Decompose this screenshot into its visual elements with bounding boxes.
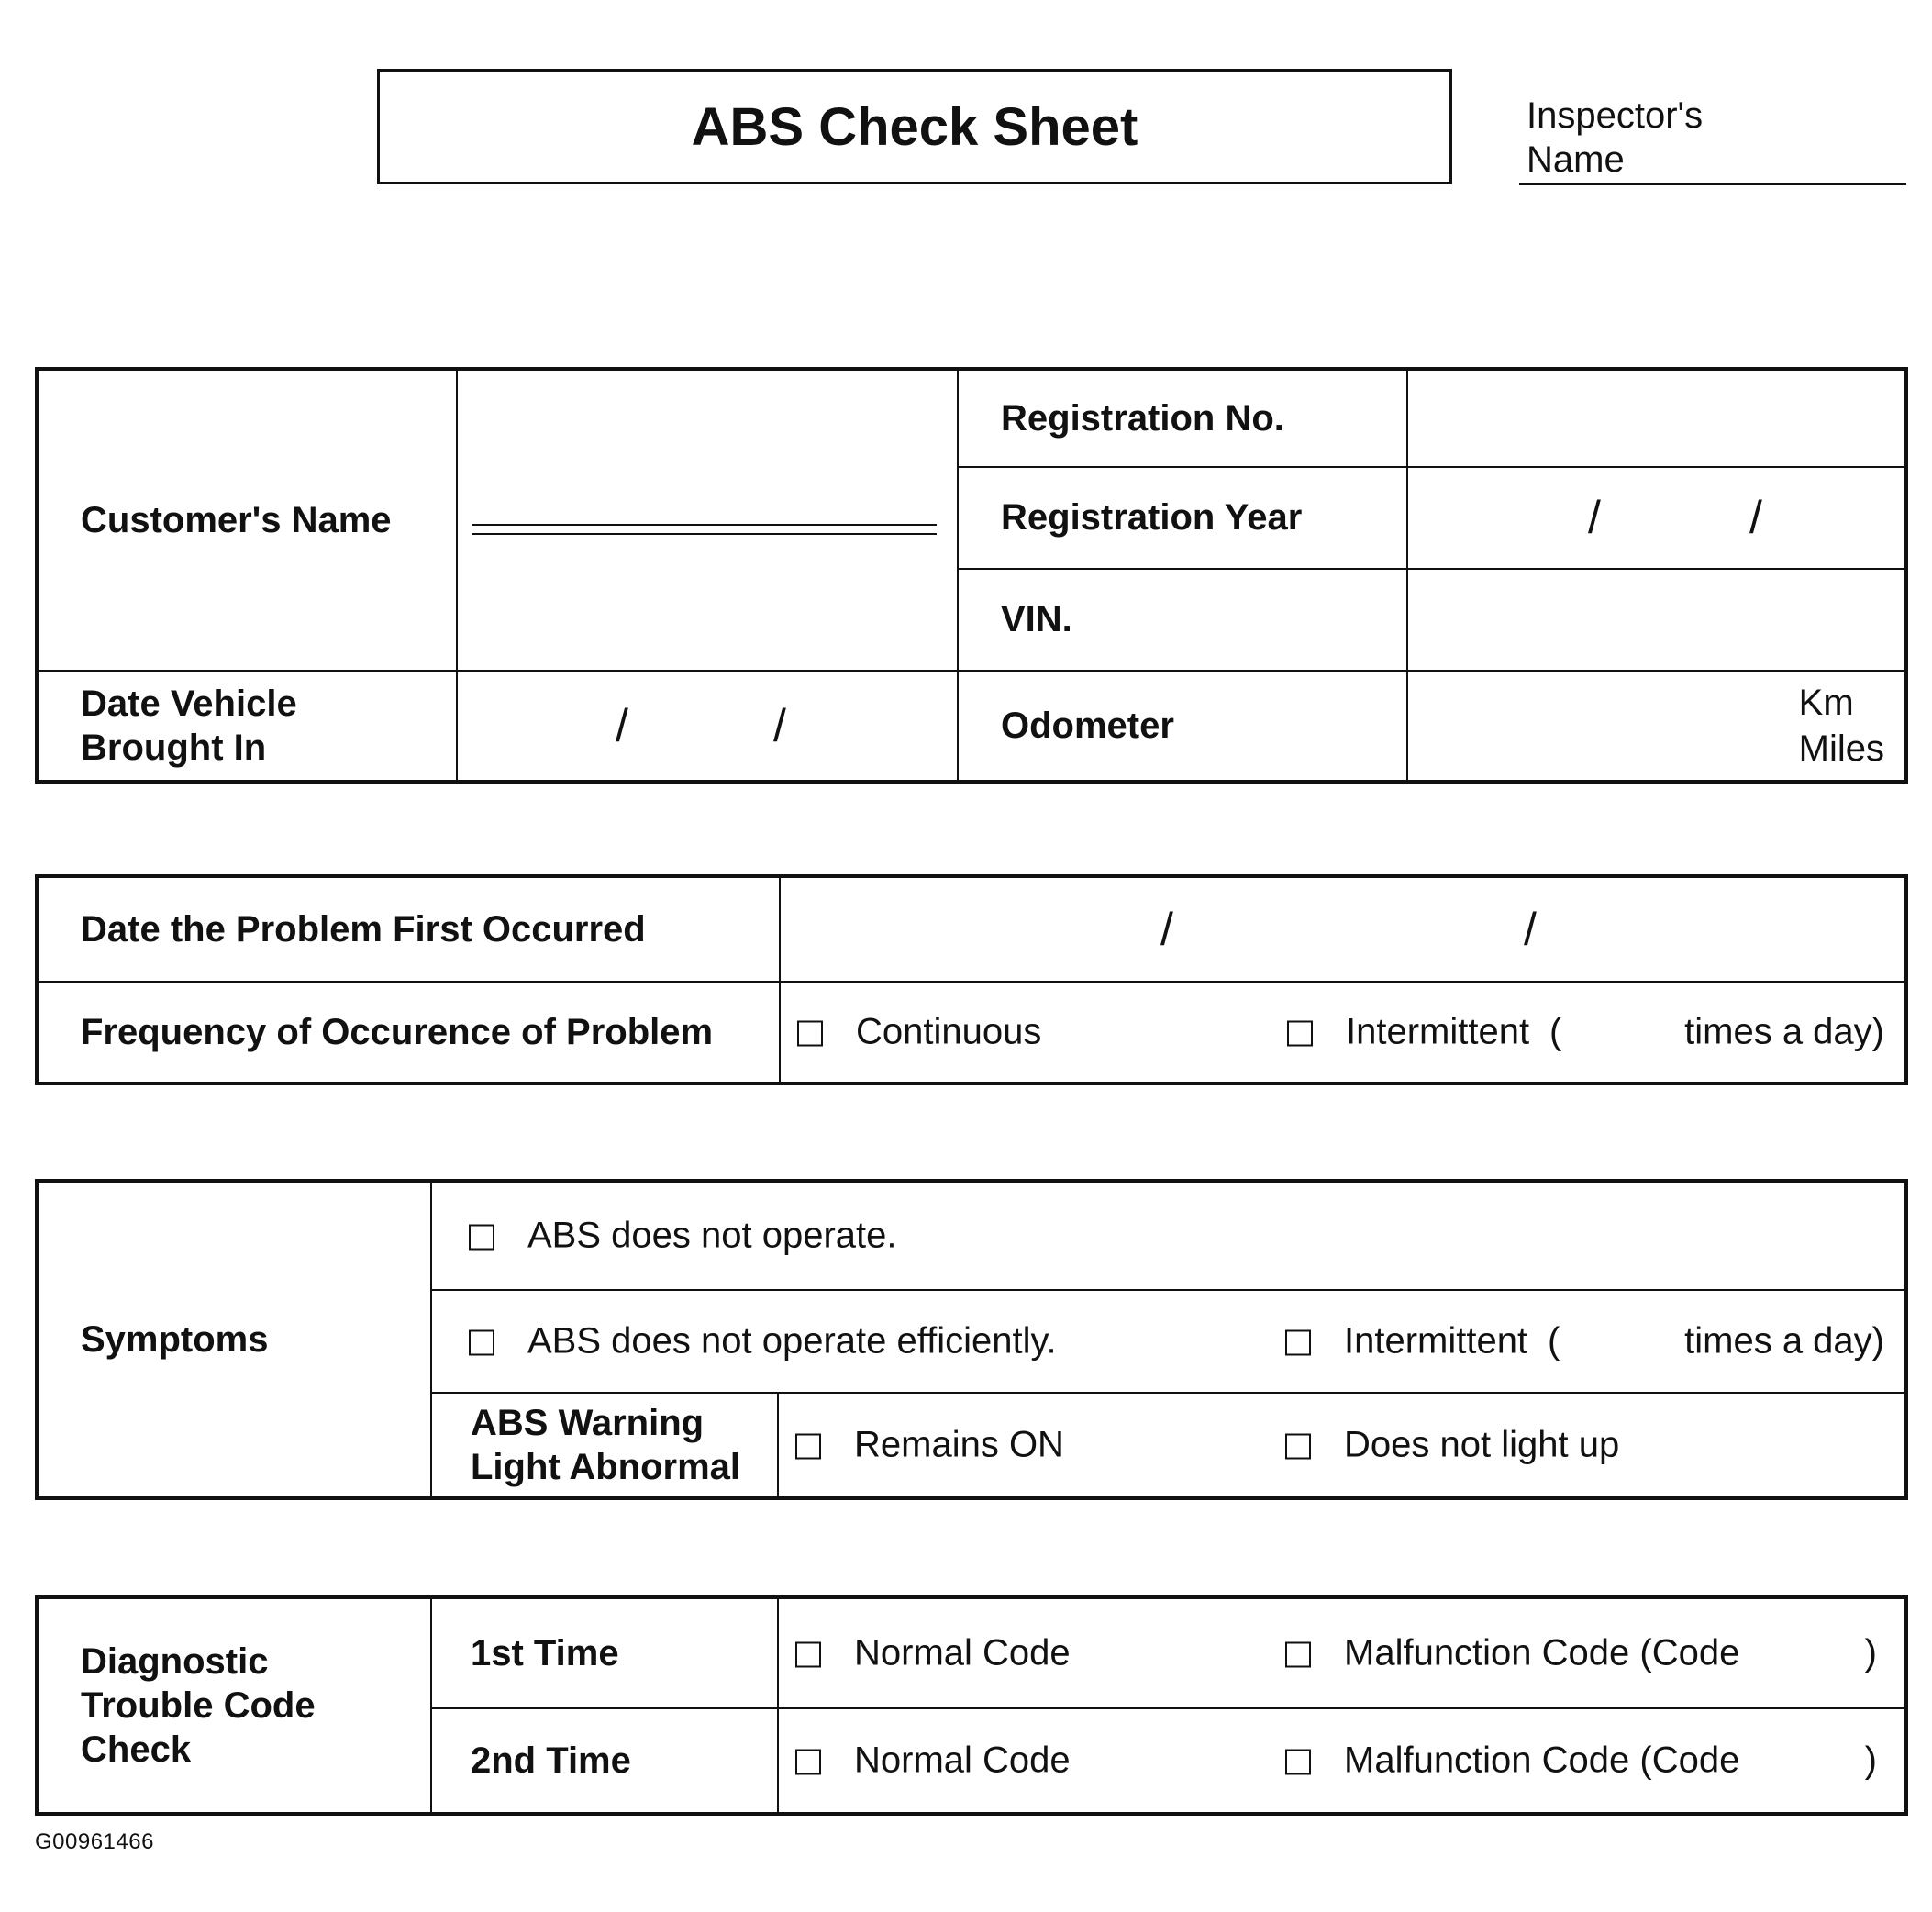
abs-not-operate-label: ABS does not operate. <box>527 1215 897 1256</box>
times-per-day-input[interactable] <box>1586 1014 1687 1050</box>
date-brought-in-label <box>37 671 457 782</box>
date-brought-in-line2: Brought In <box>81 728 267 768</box>
customer-name-label: Customer's Name <box>37 369 457 671</box>
abs-not-efficient-checkbox[interactable] <box>469 1321 494 1362</box>
figure-id: G00961466 <box>35 1829 154 1854</box>
continuous-checkbox[interactable] <box>797 1012 823 1053</box>
second-malfunction-checkbox[interactable] <box>1285 1740 1311 1782</box>
symptoms-label: Symptoms <box>37 1181 431 1498</box>
remains-on-checkbox[interactable] <box>795 1425 821 1466</box>
dtc-label-line3: Check <box>81 1729 192 1770</box>
second-normal-code-checkbox[interactable] <box>795 1740 821 1782</box>
customer-name-field[interactable] <box>457 369 958 671</box>
symptom-row-not-efficient <box>431 1290 1906 1393</box>
second-time-label: 2nd Time <box>431 1708 778 1814</box>
first-code-input[interactable] <box>1696 1635 1843 1672</box>
registration-no-field[interactable] <box>1407 369 1906 467</box>
symptom-times-a-day-label: times a day) <box>1684 1320 1884 1362</box>
inspector-name-field[interactable] <box>1519 94 1906 185</box>
date-brought-in-field[interactable] <box>457 671 958 782</box>
symptom-intermittent-checkbox[interactable] <box>1285 1321 1311 1362</box>
date-separator: / <box>1749 492 1762 544</box>
date-separator: / <box>1524 904 1537 955</box>
intermittent-checkbox[interactable] <box>1287 1012 1313 1053</box>
times-a-day-label: times a day) <box>1684 1011 1884 1052</box>
registration-no-label: Registration No. <box>958 369 1407 467</box>
frequency-label: Frequency of Occurence of Problem <box>37 982 780 1084</box>
dtc-label-line2: Trouble Code <box>81 1685 316 1726</box>
odometer-field[interactable] <box>1407 671 1906 782</box>
dtc-table <box>35 1595 1908 1816</box>
symptoms-table <box>35 1179 1908 1500</box>
second-malfunction-label: Malfunction Code (Code <box>1344 1740 1740 1781</box>
inspector-label-line1: Inspector's <box>1527 95 1704 136</box>
inspector-label-line2: Name <box>1527 139 1625 180</box>
abs-not-efficient-label: ABS does not operate efficiently. <box>527 1320 1057 1362</box>
warning-light-line2: Light Abnormal <box>471 1447 741 1487</box>
date-separator: / <box>773 700 786 751</box>
date-separator: / <box>1588 492 1601 544</box>
problem-table <box>35 874 1908 1085</box>
does-not-light-checkbox[interactable] <box>1285 1425 1311 1466</box>
first-occurred-field[interactable] <box>780 876 1906 982</box>
symptom-times-per-day-input[interactable] <box>1584 1323 1685 1360</box>
second-code-input[interactable] <box>1696 1742 1843 1779</box>
does-not-light-label: Does not light up <box>1344 1424 1620 1465</box>
odometer-label: Odometer <box>958 671 1407 782</box>
registration-year-field[interactable] <box>1407 467 1906 569</box>
registration-year-label: Registration Year <box>958 467 1407 569</box>
intermittent-label: Intermittent <box>1346 1011 1530 1052</box>
date-separator: / <box>1160 904 1173 955</box>
close-paren: ) <box>1864 1740 1877 1781</box>
unit-km: Km <box>1798 683 1854 723</box>
date-separator: / <box>616 700 628 751</box>
first-normal-code-label: Normal Code <box>854 1632 1071 1673</box>
first-occurred-label: Date the Problem First Occurred <box>37 876 780 982</box>
open-paren: ( <box>1549 1011 1562 1052</box>
warning-light-label <box>431 1393 778 1498</box>
remains-on-label: Remains ON <box>854 1424 1064 1465</box>
first-normal-code-checkbox[interactable] <box>795 1633 821 1674</box>
vin-label: VIN. <box>958 569 1407 671</box>
customer-name-underline <box>472 524 937 535</box>
warning-light-line1: ABS Warning <box>471 1403 705 1443</box>
close-paren: ) <box>1864 1632 1877 1673</box>
second-time-options <box>778 1708 1906 1814</box>
continuous-label: Continuous <box>856 1011 1042 1052</box>
second-normal-code-label: Normal Code <box>854 1740 1071 1781</box>
abs-not-operate-checkbox[interactable] <box>469 1216 494 1257</box>
first-malfunction-checkbox[interactable] <box>1285 1633 1311 1674</box>
unit-miles: Miles <box>1798 728 1884 769</box>
first-malfunction-label: Malfunction Code (Code <box>1344 1632 1740 1673</box>
vehicle-info-table <box>35 367 1908 784</box>
symptom-intermittent-label: Intermittent <box>1344 1320 1528 1362</box>
dtc-label-line1: Diagnostic <box>81 1641 269 1682</box>
first-time-label: 1st Time <box>431 1597 778 1708</box>
dtc-label <box>37 1597 431 1814</box>
frequency-options <box>780 982 1906 1084</box>
vin-field[interactable] <box>1407 569 1906 671</box>
sheet-title: ABS Check Sheet <box>377 69 1452 184</box>
open-paren: ( <box>1548 1320 1560 1362</box>
warning-light-options <box>778 1393 1906 1498</box>
date-brought-in-line1: Date Vehicle <box>81 684 297 724</box>
symptom-row-not-operate <box>431 1181 1906 1290</box>
first-time-options <box>778 1597 1906 1708</box>
